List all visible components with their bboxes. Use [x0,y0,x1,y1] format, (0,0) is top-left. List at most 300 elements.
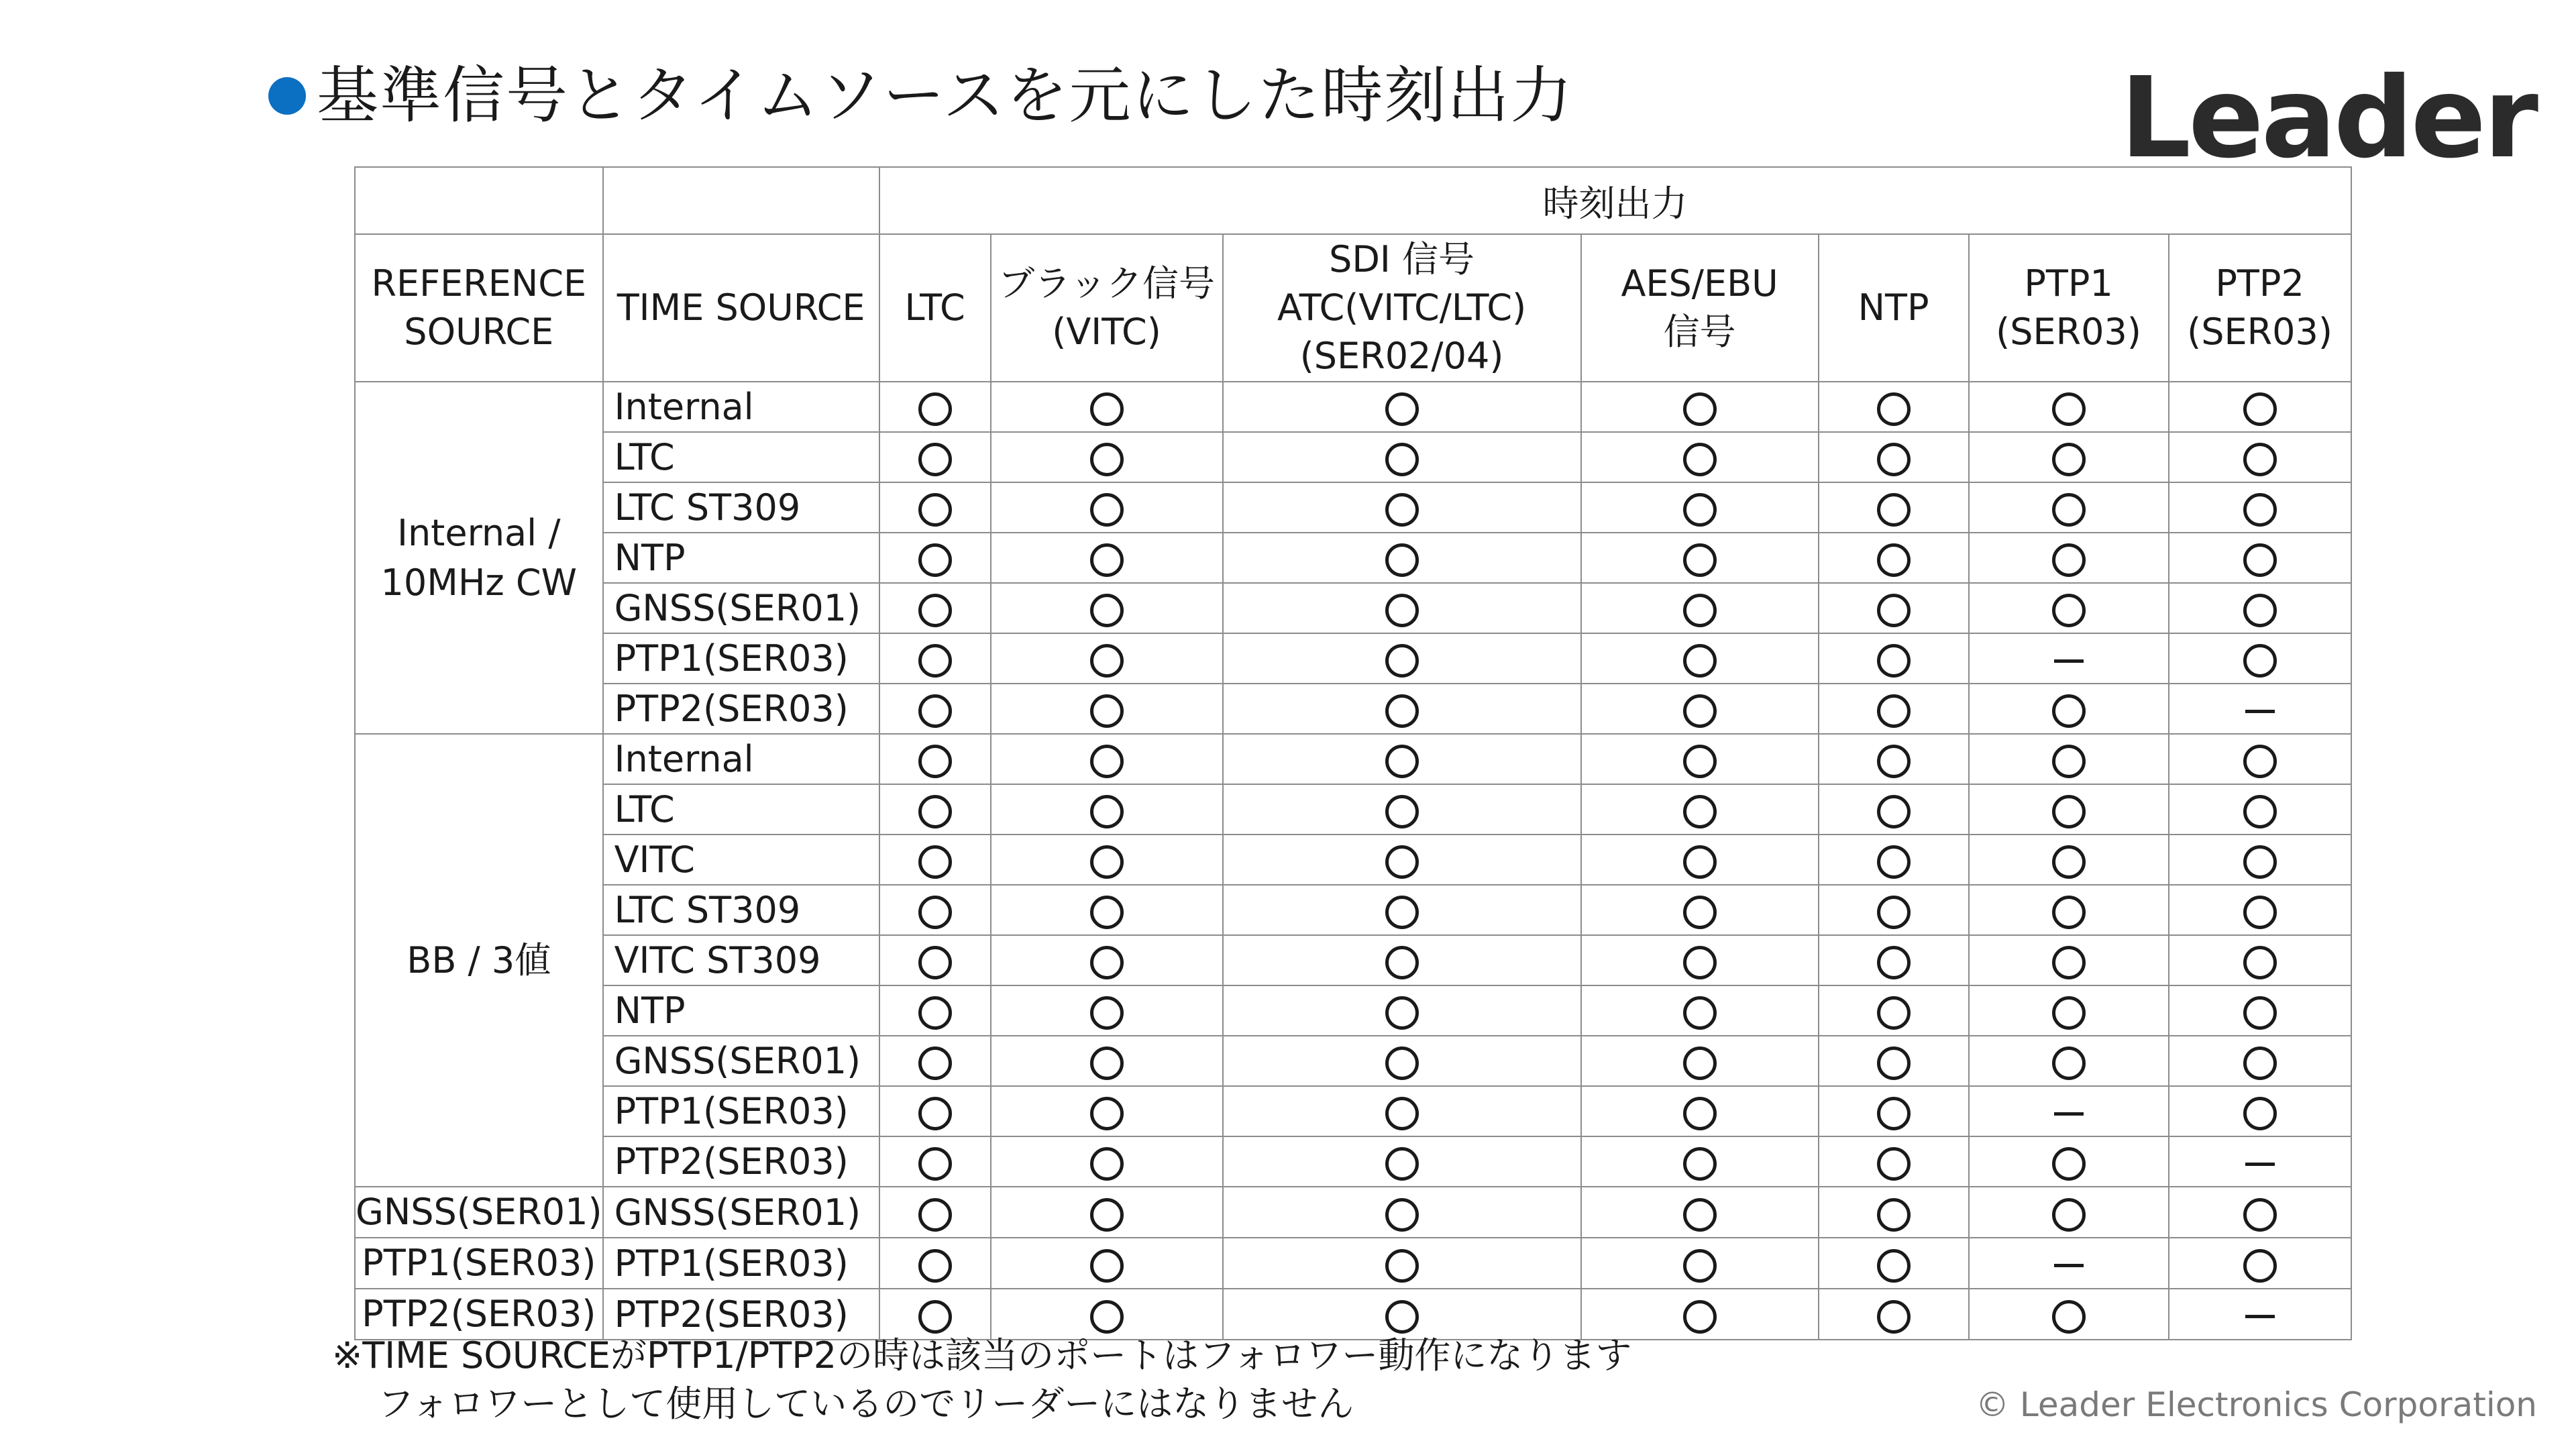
support-cell [1223,1086,1581,1136]
support-cell [991,734,1223,784]
support-cell [1581,1136,1819,1187]
supported-circle-icon [918,1097,952,1130]
supported-circle-icon [1385,896,1419,929]
supported-circle-icon [1683,996,1717,1030]
supported-circle-icon [1385,443,1419,476]
supported-circle-icon [1683,1147,1717,1181]
supported-circle-icon [918,896,952,929]
support-cell [1969,1086,2169,1136]
supported-circle-icon [2243,493,2277,527]
supported-circle-icon [1877,795,1911,828]
supported-circle-icon [1683,896,1717,929]
supported-circle-icon [2243,443,2277,476]
supported-circle-icon [1385,594,1419,627]
supported-circle-icon [2243,644,2277,678]
supported-circle-icon [1877,392,1911,426]
support-cell [879,482,991,533]
support-cell [1819,1086,1969,1136]
support-cell [879,835,991,885]
reference-source-cell: BB / 3値 [355,734,603,1187]
not-applicable-dash-icon [2245,1163,2275,1166]
support-cell [1223,432,1581,482]
reference-source-cell: Internal / 10MHz CW [355,382,603,734]
empty-header-cell [355,167,603,234]
table-row [355,633,2351,684]
time-source-cell: PTP1(SER03) [603,1238,879,1289]
support-cell [2169,784,2351,835]
supported-circle-icon [1877,1046,1911,1080]
supported-circle-icon [918,795,952,828]
supported-circle-icon [918,543,952,577]
supported-circle-icon [2052,1147,2086,1181]
supported-circle-icon [2052,443,2086,476]
support-cell [1581,583,1819,633]
supported-circle-icon [1877,644,1911,678]
support-cell [991,1238,1223,1289]
bullet-icon [268,77,306,115]
supported-circle-icon [1385,946,1419,979]
ptp1-header: PTP1 (SER03) [1969,234,2169,382]
supported-circle-icon [1090,493,1124,527]
supported-circle-icon [918,694,952,728]
table-row [355,1036,2351,1086]
supported-circle-icon [2052,543,2086,577]
supported-circle-icon [2243,845,2277,879]
support-cell [1819,1289,1969,1340]
supported-circle-icon [1683,493,1717,527]
supported-circle-icon [2243,543,2277,577]
support-cell [1969,533,2169,583]
time-source-cell: PTP1(SER03) [603,633,879,684]
black-signal-header: ブラック信号 (VITC) [991,234,1223,382]
not-applicable-dash-icon [2054,659,2084,663]
support-cell [1581,533,1819,583]
support-cell [1223,935,1581,985]
support-cell [1581,985,1819,1036]
aes-ebu-header: AES/EBU 信号 [1581,234,1819,382]
support-cell [2169,985,2351,1036]
title-bar [268,59,1574,133]
support-cell [1581,1238,1819,1289]
sdi-signal-header: SDI 信号 ATC(VITC/LTC) (SER02/04) [1223,234,1581,382]
time-output-band-header: 時刻出力 [879,167,2351,234]
time-source-cell: LTC ST309 [603,885,879,935]
support-cell [991,1187,1223,1238]
supported-circle-icon [1385,1046,1419,1080]
table-row [355,1187,2351,1238]
time-source-cell: PTP2(SER03) [603,1136,879,1187]
footnote-line: ※TIME SOURCEがPTP1/PTP2の時は該当のポートはフォロワー動作になります [332,1334,1632,1377]
supported-circle-icon [1877,493,1911,527]
support-cell [2169,482,2351,533]
support-cell [1819,482,1969,533]
supported-circle-icon [918,996,952,1030]
not-applicable-dash-icon [2245,710,2275,713]
supported-circle-icon [1090,946,1124,979]
time-source-cell: Internal [603,734,879,784]
supported-circle-icon [1877,543,1911,577]
ltc-header: LTC [879,234,991,382]
supported-circle-icon [1877,896,1911,929]
supported-circle-icon [1385,745,1419,778]
supported-circle-icon [2052,392,2086,426]
support-cell [2169,633,2351,684]
supported-circle-icon [918,1046,952,1080]
support-cell [1223,734,1581,784]
supported-circle-icon [1385,644,1419,678]
support-cell [1819,1036,1969,1086]
support-cell [1581,1086,1819,1136]
supported-circle-icon [2243,392,2277,426]
support-cell [879,935,991,985]
supported-circle-icon [918,845,952,879]
support-cell [2169,684,2351,734]
supported-circle-icon [1090,1097,1124,1130]
supported-circle-icon [2052,996,2086,1030]
support-cell [1969,432,2169,482]
support-cell [1969,784,2169,835]
support-cell [991,633,1223,684]
time-output-table [354,166,2352,1340]
support-cell [879,583,991,633]
leader-logo: Leader [2120,54,2536,183]
support-cell [879,382,991,432]
supported-circle-icon [1683,594,1717,627]
support-cell [879,1238,991,1289]
support-cell [1969,482,2169,533]
support-cell [1969,382,2169,432]
supported-circle-icon [1877,745,1911,778]
table-row [355,885,2351,935]
support-cell [879,885,991,935]
supported-circle-icon [1683,946,1717,979]
support-cell [1581,633,1819,684]
supported-circle-icon [1090,1249,1124,1283]
table-row [355,533,2351,583]
support-cell [879,985,991,1036]
support-cell [1969,885,2169,935]
table-row [355,985,2351,1036]
support-cell [1819,985,1969,1036]
time-source-cell: LTC [603,432,879,482]
support-cell [1819,633,1969,684]
supported-circle-icon [2052,795,2086,828]
supported-circle-icon [2052,745,2086,778]
supported-circle-icon [918,493,952,527]
supported-circle-icon [918,1249,952,1283]
supported-circle-icon [1090,845,1124,879]
support-cell [1223,1036,1581,1086]
supported-circle-icon [1877,946,1911,979]
supported-circle-icon [1385,392,1419,426]
time-source-cell: Internal [603,382,879,432]
not-applicable-dash-icon [2054,1264,2084,1267]
support-cell [879,1136,991,1187]
support-cell [1969,1289,2169,1340]
support-cell [1819,432,1969,482]
supported-circle-icon [1877,443,1911,476]
supported-circle-icon [1090,644,1124,678]
support-cell [2169,1289,2351,1340]
supported-circle-icon [2243,1198,2277,1232]
supported-circle-icon [1683,443,1717,476]
not-applicable-dash-icon [2054,1112,2084,1116]
supported-circle-icon [1683,543,1717,577]
support-cell [2169,533,2351,583]
support-cell [1223,885,1581,935]
support-cell [1581,935,1819,985]
support-cell [1223,382,1581,432]
supported-circle-icon [1385,1300,1419,1334]
supported-circle-icon [918,1198,952,1232]
support-cell [1581,1187,1819,1238]
time-source-cell: LTC [603,784,879,835]
support-cell [991,482,1223,533]
reference-source-cell: PTP2(SER03) [355,1289,603,1340]
table-row [355,684,2351,734]
time-source-cell: PTP2(SER03) [603,1289,879,1340]
table-row [355,382,2351,432]
support-cell [1581,482,1819,533]
copyright-text: © Leader Electronics Corporation [1976,1385,2537,1424]
table-row [355,583,2351,633]
supported-circle-icon [2052,694,2086,728]
support-cell [2169,734,2351,784]
support-cell [1969,1036,2169,1086]
supported-circle-icon [918,644,952,678]
supported-circle-icon [2052,946,2086,979]
support-cell [1581,734,1819,784]
table-row [355,1136,2351,1187]
supported-circle-icon [1090,896,1124,929]
support-cell [2169,1136,2351,1187]
supported-circle-icon [2243,795,2277,828]
support-cell [1819,1238,1969,1289]
supported-circle-icon [1683,1046,1717,1080]
support-cell [991,1036,1223,1086]
time-source-cell: LTC ST309 [603,482,879,533]
support-cell [2169,1036,2351,1086]
support-cell [2169,382,2351,432]
support-cell [991,583,1223,633]
supported-circle-icon [1090,996,1124,1030]
page-title: 基準信号とタイムソースを元にした時刻出力 [317,60,1574,131]
support-cell [1819,734,1969,784]
support-cell [879,633,991,684]
support-cell [1223,633,1581,684]
time-source-cell: PTP2(SER03) [603,684,879,734]
support-cell [1223,583,1581,633]
supported-circle-icon [2243,1097,2277,1130]
table-row [355,835,2351,885]
support-cell [1581,885,1819,935]
support-cell [1819,835,1969,885]
support-cell [991,1136,1223,1187]
time-source-cell: NTP [603,533,879,583]
supported-circle-icon [1385,996,1419,1030]
support-cell [879,1036,991,1086]
support-cell [1819,533,1969,583]
table-row [355,1086,2351,1136]
support-cell [879,1187,991,1238]
supported-circle-icon [1877,845,1911,879]
supported-circle-icon [2243,946,2277,979]
supported-circle-icon [2052,493,2086,527]
support-cell [1223,482,1581,533]
support-cell [1223,1187,1581,1238]
reference-source-cell: GNSS(SER01) [355,1187,603,1238]
supported-circle-icon [1683,1198,1717,1232]
support-cell [991,533,1223,583]
supported-circle-icon [1385,1147,1419,1181]
support-cell [1969,985,2169,1036]
support-cell [1819,382,1969,432]
supported-circle-icon [1385,543,1419,577]
support-cell [1223,684,1581,734]
support-cell [1223,985,1581,1036]
support-cell [991,382,1223,432]
support-cell [991,935,1223,985]
supported-circle-icon [918,1300,952,1334]
support-cell [991,885,1223,935]
supported-circle-icon [918,392,952,426]
support-cell [1819,1187,1969,1238]
support-cell [2169,1187,2351,1238]
support-cell [991,985,1223,1036]
support-cell [1969,935,2169,985]
time-source-cell: VITC [603,835,879,885]
support-cell [879,684,991,734]
support-cell [1223,1238,1581,1289]
support-cell [2169,432,2351,482]
time-source-cell: GNSS(SER01) [603,1187,879,1238]
supported-circle-icon [1683,1097,1717,1130]
support-cell [1581,784,1819,835]
support-cell [1969,583,2169,633]
time-source-cell: PTP1(SER03) [603,1086,879,1136]
supported-circle-icon [1877,1097,1911,1130]
supported-circle-icon [1877,1300,1911,1334]
table-row [355,482,2351,533]
supported-circle-icon [1090,392,1124,426]
supported-circle-icon [1090,543,1124,577]
supported-circle-icon [2243,594,2277,627]
supported-circle-icon [1683,392,1717,426]
supported-circle-icon [1385,493,1419,527]
supported-circle-icon [918,594,952,627]
reference-source-header: REFERENCE SOURCE [355,234,603,382]
supported-circle-icon [2052,1300,2086,1334]
empty-header-cell [603,167,879,234]
supported-circle-icon [2052,896,2086,929]
table-row [355,784,2351,835]
supported-circle-icon [1683,1249,1717,1283]
supported-circle-icon [1683,644,1717,678]
supported-circle-icon [1385,1097,1419,1130]
support-cell [1223,1136,1581,1187]
supported-circle-icon [1683,745,1717,778]
support-cell [1581,1036,1819,1086]
supported-circle-icon [1683,1300,1717,1334]
supported-circle-icon [1683,845,1717,879]
supported-circle-icon [1385,1198,1419,1232]
supported-circle-icon [1090,745,1124,778]
supported-circle-icon [1877,996,1911,1030]
supported-circle-icon [1877,1147,1911,1181]
support-cell [1969,1136,2169,1187]
ntp-header: NTP [1819,234,1969,382]
support-cell [1581,382,1819,432]
supported-circle-icon [1683,795,1717,828]
supported-circle-icon [1385,795,1419,828]
support-cell [1581,432,1819,482]
supported-circle-icon [1090,1300,1124,1334]
support-cell [879,1086,991,1136]
supported-circle-icon [2243,1249,2277,1283]
supported-circle-icon [1090,1046,1124,1080]
support-cell [2169,835,2351,885]
support-cell [991,784,1223,835]
table-row [355,432,2351,482]
support-cell [879,734,991,784]
support-cell [1819,885,1969,935]
supported-circle-icon [918,1147,952,1181]
support-cell [879,533,991,583]
supported-circle-icon [1385,845,1419,879]
support-cell [1223,533,1581,583]
time-source-header: TIME SOURCE [603,234,879,382]
support-cell [991,835,1223,885]
supported-circle-icon [2243,745,2277,778]
supported-circle-icon [1877,1249,1911,1283]
support-cell [879,432,991,482]
supported-circle-icon [918,745,952,778]
support-cell [1581,835,1819,885]
support-cell [1223,784,1581,835]
support-cell [2169,1086,2351,1136]
supported-circle-icon [2243,1046,2277,1080]
support-cell [2169,935,2351,985]
support-cell [2169,885,2351,935]
support-cell [879,784,991,835]
support-cell [2169,1238,2351,1289]
support-cell [1223,835,1581,885]
ptp2-header: PTP2 (SER03) [2169,234,2351,382]
support-cell [1969,835,2169,885]
supported-circle-icon [1385,694,1419,728]
table-row [355,935,2351,985]
footnote [332,1332,1631,1428]
supported-circle-icon [2243,896,2277,929]
support-cell [2169,583,2351,633]
support-cell [1819,784,1969,835]
supported-circle-icon [1877,694,1911,728]
supported-circle-icon [2052,1046,2086,1080]
supported-circle-icon [1385,1249,1419,1283]
supported-circle-icon [1090,1198,1124,1232]
support-cell [1969,1238,2169,1289]
supported-circle-icon [1090,594,1124,627]
footnote-line: フォロワーとして使用しているのでリーダーにはなりません [378,1383,1354,1425]
support-cell [1969,734,2169,784]
support-cell [991,684,1223,734]
support-cell [991,432,1223,482]
time-source-cell: VITC ST309 [603,935,879,985]
reference-source-cell: PTP1(SER03) [355,1238,603,1289]
time-source-cell: NTP [603,985,879,1036]
supported-circle-icon [918,946,952,979]
table-row [355,734,2351,784]
